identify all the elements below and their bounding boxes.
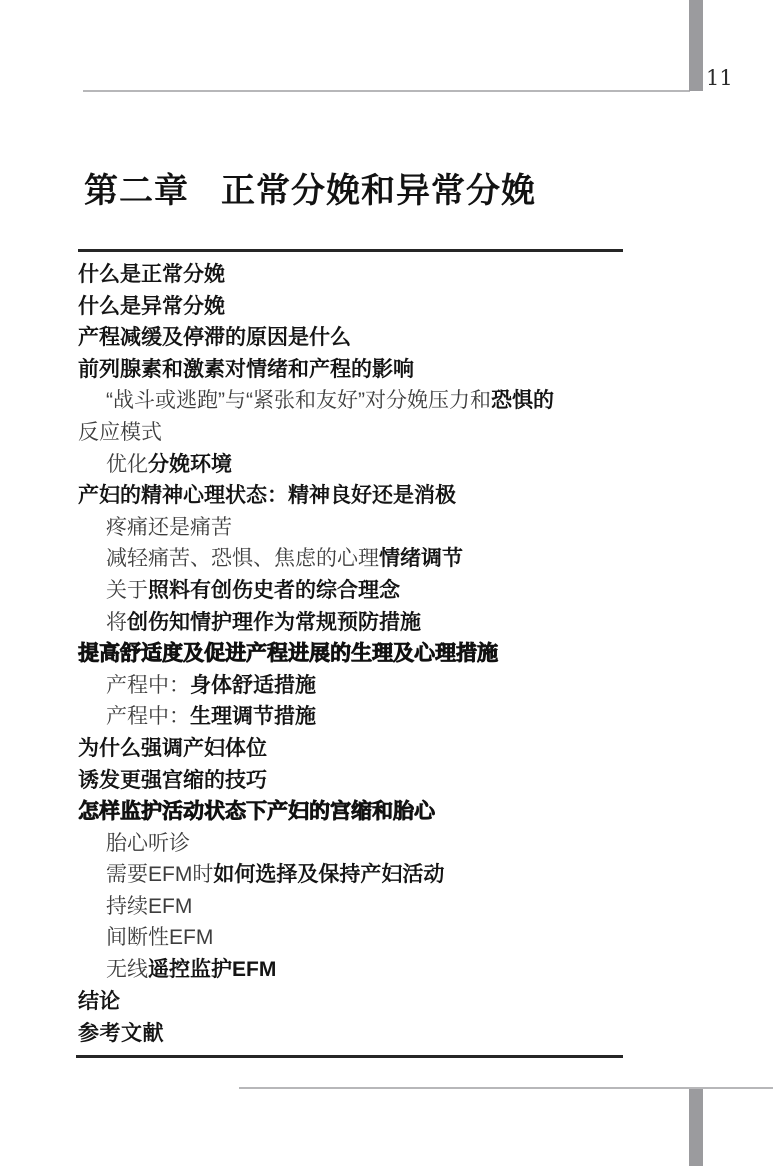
toc-bottom-rule	[76, 1055, 623, 1058]
toc-item-text: 为什么强调产妇体位	[78, 736, 267, 760]
toc-item-text: 情绪调节	[379, 547, 463, 571]
toc-item-text: “战斗或逃跑”与“紧张和友好”对分娩压力和	[106, 389, 491, 413]
toc-item-text: 产程中：	[106, 705, 190, 729]
toc-item	[78, 986, 638, 1018]
toc-item-text: 前列腺素和激素对情绪和产程的影响	[78, 357, 414, 381]
toc-item-text: 需要EFM时	[106, 863, 214, 887]
toc-item-text: 优化	[106, 452, 148, 476]
toc-item	[78, 859, 638, 891]
toc-item-text: 关于	[106, 578, 148, 602]
toc-item	[78, 385, 638, 417]
toc-item	[78, 449, 638, 481]
toc-item-text: 恐惧的	[490, 389, 554, 413]
top-gray-bar	[689, 0, 703, 91]
toc-top-rule	[78, 249, 623, 252]
toc-item	[78, 796, 638, 828]
toc-item	[78, 607, 638, 639]
toc-item-text: 什么是异常分娩	[78, 294, 225, 318]
toc-item	[78, 575, 638, 607]
toc-item-text: 反应模式	[78, 420, 162, 444]
toc-item-text: 间断性EFM	[106, 926, 214, 950]
toc-item-text: 胎心听诊	[106, 831, 190, 855]
toc-item	[78, 1017, 638, 1050]
toc-item-text: 如何选择及保持产妇活动	[213, 863, 445, 887]
toc-item-text: 将	[106, 610, 127, 634]
toc-item	[78, 733, 638, 765]
toc-item-text: 产妇的精神心理状态：精神良好还是消极	[78, 484, 456, 508]
toc-item-text: 产程中：	[106, 673, 190, 697]
toc-item	[78, 543, 638, 575]
toc-item-text: 持续EFM	[106, 894, 193, 918]
toc-item-text: 产程减缓及停滞的原因是什么	[78, 326, 351, 350]
toc-item-text: 身体舒适措施	[190, 673, 316, 697]
toc-item-text: 参考文献	[78, 1020, 164, 1046]
toc-item	[78, 417, 638, 449]
toc-item	[78, 765, 638, 797]
toc-item-text: 怎样监护活动状态下产妇的宫缩和胎心	[78, 800, 435, 824]
toc-item-text: 提高舒适度及促进产程进展的生理及心理措施	[78, 642, 498, 666]
toc-item	[78, 670, 638, 702]
toc-item-text: 生理调节措施	[190, 705, 316, 729]
toc-item	[78, 638, 638, 670]
toc-item-text: 诱发更强宫缩的技巧	[78, 768, 267, 792]
toc-list	[78, 259, 638, 1050]
toc-item	[78, 701, 638, 733]
toc-item	[78, 922, 638, 954]
toc-item-text: 减轻痛苦、恐惧、焦虑的心理	[106, 547, 379, 571]
top-hairline	[83, 90, 690, 92]
toc-item-text: 什么是正常分娩	[78, 263, 225, 286]
toc-item-text: 照料有创伤史者的综合理念	[148, 578, 400, 602]
toc-item	[78, 354, 638, 386]
toc-item	[78, 480, 638, 512]
page-number: 11	[706, 66, 733, 90]
toc-item	[78, 954, 638, 986]
toc-item-text: 疼痛还是痛苦	[106, 515, 232, 539]
toc-item-text: 分娩环境	[148, 452, 232, 476]
toc-item	[78, 828, 638, 860]
toc-item-text: 创伤知情护理作为常规预防措施	[127, 610, 421, 634]
toc-item-text: 结论	[78, 989, 120, 1013]
toc-item-text: 遥控监护EFM	[148, 958, 277, 982]
toc-item	[78, 891, 638, 923]
toc-item	[78, 512, 638, 544]
toc-item	[78, 291, 638, 323]
bottom-gray-bar	[689, 1089, 703, 1166]
chapter-name: 正常分娩和异常分娩	[221, 171, 536, 211]
toc-item	[78, 259, 638, 291]
toc-item	[78, 322, 638, 354]
chapter-label: 第二章	[84, 171, 189, 211]
toc-item-text: 无线	[106, 958, 148, 982]
chapter-title	[84, 163, 536, 212]
